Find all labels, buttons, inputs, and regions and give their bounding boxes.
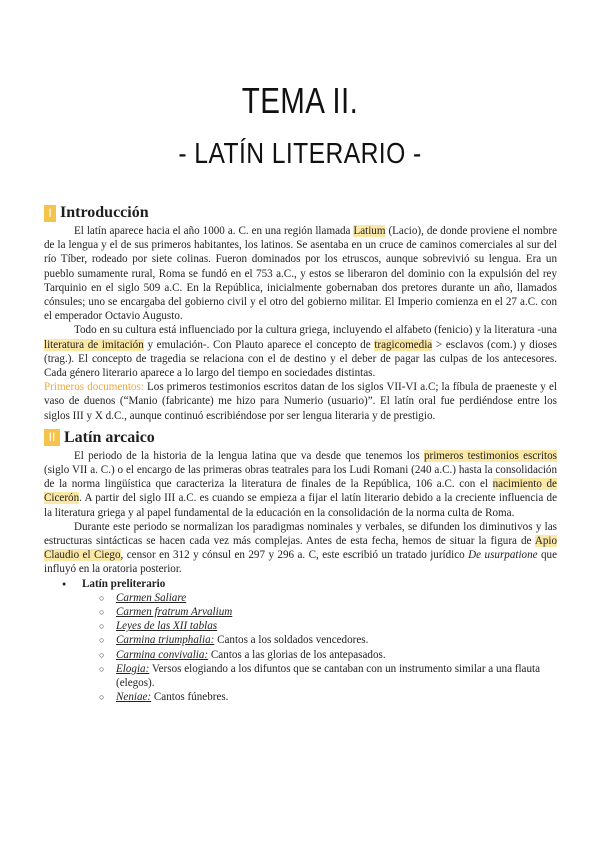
highlight: primeros testimonios escritos	[423, 449, 557, 462]
paragraph: El latín aparece hacia el año 1000 a. C. en una región llamada Latium (Lacio), de donde proviene el nombre de la lengua y el de sus primeros habitantes, los latinos. Se asentaba en un cruce de caminos comerciales al sur del río Tíber, rodeado por siete colinas. Fueron dominados por los etruscos, aunque sobrevivió su lengua. Era un pueblo sumamente rural, Roma se fundó en el 753 a.C., y estos se liberaron del dominio con la expulsión del rey Tarquinio en el siglo 509 a.C. En la República, inicialmente gobernaban dos pretores durante un año, llamados cónsules; uno se encargaba del gobierno civil y el otro del gobierno militar. El Imperio comienza en el 27 a.C. con el emperador Octavio Augusto.	[44, 225, 557, 323]
section-heading-latin-arcaico	[44, 429, 557, 447]
section-title: Latín arcaico	[64, 428, 155, 446]
page-title: TEMA II.	[241, 80, 359, 121]
section-title: Introducción	[60, 204, 149, 221]
section-heading-introduccion	[44, 204, 557, 222]
list-item: ○ Neniae: Cantos fúnebres.	[116, 690, 557, 704]
highlight: nacimiento de Cicerón	[44, 478, 557, 505]
list-item: ○ Elogia: Versos elogiando a los difuntos que se cantaban con un instrumento similar a una flauta (elegos).	[116, 662, 557, 690]
paragraph: Todo en su cultura está influenciado por la cultura griega, incluyendo el alfabeto (fenicio) y la literatura -una literatura de imitación y emulación-. Con Plauto aparece el concepto de tragicomedia > esclavos (com.) y dioses (trag.). El concepto de tragedia se relaciona con el de destino y el deber de pagar las culpas de los antecesores. Cada género literario aparece a lo largo del tiempo en sociedades distintas.	[44, 324, 558, 380]
page-subtitle: - LATÍN LITERARIO -	[178, 138, 422, 170]
list-item: ○ Carmen fratrum Arvalium	[116, 605, 557, 619]
highlight: tragicomedia	[374, 338, 433, 351]
paragraph: Durante este periodo se normalizan los paradigmas nominales y verbales, se difunden los diminutivos y las estructuras sintácticas se hacen cada vez más complejas. Antes de esta fecha, hemos de situar la figura de Apio Claudio el Ciego, censor en 312 y cónsul en 297 y 296 a. C, este escribió un tratado jurídico De usurpatione que influyó en la oratoria posterior.	[44, 520, 557, 576]
bullet-list	[44, 577, 557, 705]
section-number-badge: II	[44, 429, 60, 446]
list-item: ○ Carmina triumphalia: Cantos a los soldados vencedores.	[116, 633, 557, 647]
list-item: ○ Leyes de las XII tablas	[116, 619, 557, 633]
colored-label: Primeros documentos:	[44, 381, 144, 394]
document-body	[44, 204, 557, 705]
list-item: ● Latín preliterario ○ Carmen Saliare ○ Carmen fratrum Arvalium ○ Leyes de las XII tablas ○ Carmina triumphalia: Cantos a los soldados vencedores. ○ Carmina convivalia: Cantos a las glorias de los antepasados. ○ Elogia: Versos elogiando a los difuntos que se cantaban con un instrumento similar a una flauta (elegos). ○ Neniae: Cantos fúnebres.	[82, 577, 557, 705]
highlight: Apio Claudio el Ciego	[44, 535, 557, 562]
highlight: literatura de imitación	[44, 338, 144, 351]
paragraph: Primeros documentos: Los primeros testimonios escritos datan de los siglos VII-VI a.C; la fíbula de praeneste y el vaso de duenos (“Manio (fabricante) me hizo para Numerio (usuario)”. El latín oral fue perdiéndose entre los siglos III y X d.C., aunque continuó escribiéndose por ser lengua literaria y de prestigio.	[44, 381, 557, 422]
list-item: ○ Carmen Saliare	[116, 591, 557, 605]
section-number-badge: I	[44, 205, 56, 222]
highlight: Latium	[353, 225, 386, 237]
sub-list	[82, 591, 557, 705]
list-item: ○ Carmina convivalia: Cantos a las glorias de los antepasados.	[116, 648, 557, 662]
paragraph: El periodo de la historia de la lengua latina que va desde que tenemos los primeros testimonios escritos (siglo VII a. C.) o el encargo de las primeras obras teatrales para los Ludi Romani (240 a.C.) hasta la consolidación de la norma lingüística que caracteriza la literatura de finales de la República, 106 a.C. con el nacimiento de Cicerón. A partir del siglo III a.C. es cuando se empieza a fijar el latín literario debido a la creciente influencia de la literatura griega y al papel fundamental de la educación en la consolidación de la norma culta de Roma.	[44, 449, 557, 519]
